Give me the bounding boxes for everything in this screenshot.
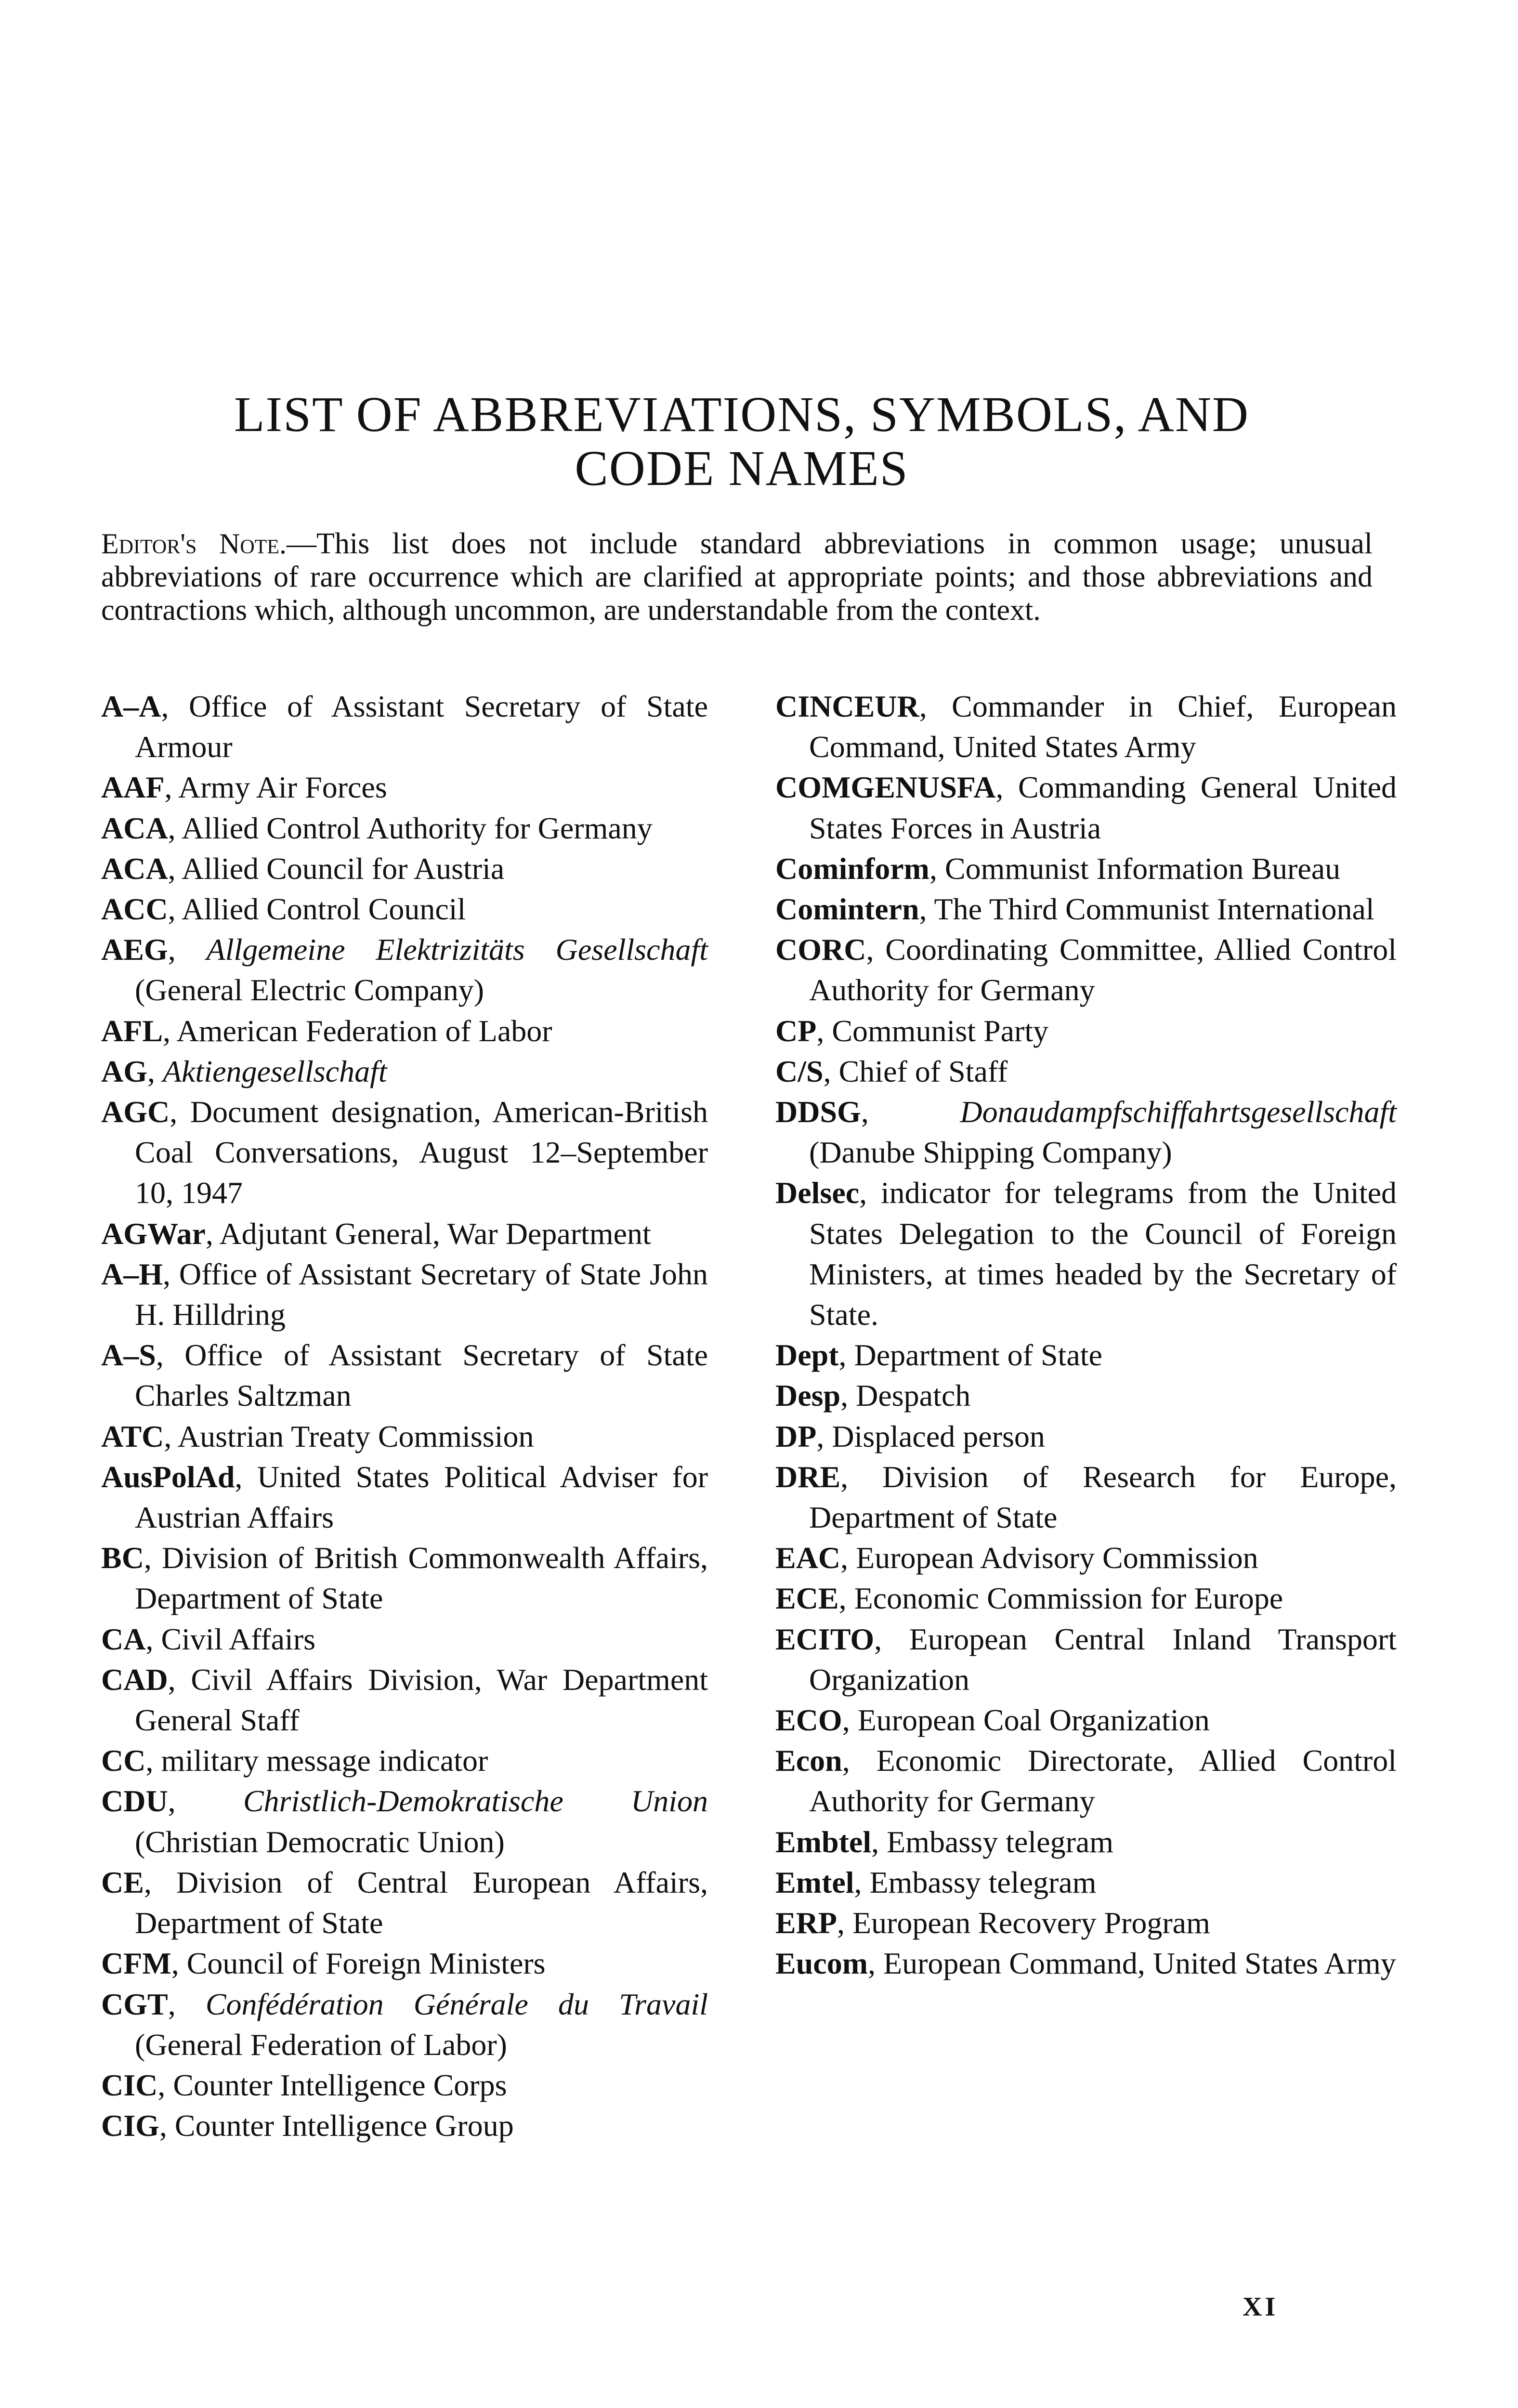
abbreviation-definition: Civil Affairs <box>161 1622 316 1656</box>
abbreviation-entry: ATC, Austrian Treaty Commission <box>101 1419 534 1453</box>
abbreviation-definition-foreign-term: Confédération Générale du Travail <box>205 1987 708 2021</box>
abbreviation-entry: AGWar, Adjutant General, War Department <box>101 1216 651 1251</box>
abbreviation-entry: ECITO, European Central Inland Transport Organization <box>775 1622 1397 1697</box>
abbreviation-definition: Document designation, American-British Coal Conversations, August 12–September 10, 1947 <box>135 1095 708 1210</box>
abbreviation-entry: CA, Civil Affairs <box>101 1622 316 1656</box>
abbreviation-definition: Adjutant General, War Department <box>219 1216 651 1251</box>
abbreviation-definition: Allied Council for Austria <box>182 851 505 886</box>
abbreviation-definition: Allied Control Council <box>182 892 466 927</box>
abbreviation-term: Dept <box>775 1338 839 1373</box>
abbreviation-entry: ECO, European Coal Organization <box>775 1703 1210 1738</box>
abbreviation-entry: ERP, European Recovery Program <box>775 1906 1210 1940</box>
abbreviation-term: DRE <box>775 1459 841 1494</box>
abbreviation-term: AG <box>101 1054 147 1088</box>
abbreviation-definition: Office of Assistant Secretary of State Charles Saltzman <box>135 1338 708 1413</box>
abbreviation-entry: COMGENUSFA, Commanding General United States Forces in Austria <box>775 770 1397 845</box>
abbreviation-definition: Council of Foreign Ministers <box>186 1946 546 1981</box>
abbreviation-term: CP <box>775 1013 817 1048</box>
title-line-1: LIST OF ABBREVIATIONS, SYMBOLS, AND <box>234 387 1249 442</box>
abbreviation-definition: Counter Intelligence Corps <box>173 2068 507 2102</box>
abbreviation-term: COMGENUSFA <box>775 770 996 805</box>
abbreviation-definition: European Central Inland Transport Organization <box>809 1622 1397 1697</box>
editors-note <box>101 527 1373 627</box>
abbreviation-definition: European Coal Organization <box>857 1703 1210 1738</box>
abbreviation-definition: Division of Central European Affairs, Department of State <box>135 1865 708 1940</box>
abbreviation-term: AEG <box>101 932 168 967</box>
abbreviation-list-right-column <box>775 686 1397 1984</box>
abbreviation-entry: Comintern, The Third Communist International <box>775 892 1374 927</box>
abbreviation-entry: CIC, Counter Intelligence Corps <box>101 2068 507 2102</box>
abbreviation-entry: DDSG, Donaudampfschiffahrtsgesellschaft (Danube Shipping Company) <box>775 1095 1397 1170</box>
abbreviation-term: CORC <box>775 932 866 967</box>
abbreviation-entry: BC, Division of British Commonwealth Affairs, Department of State <box>101 1541 708 1616</box>
abbreviation-definition: Army Air Forces <box>178 770 387 805</box>
abbreviation-entry: Emtel, Embassy telegram <box>775 1865 1097 1899</box>
abbreviation-term: BC <box>101 1541 144 1575</box>
abbreviation-entry: CC, military message indicator <box>101 1743 488 1778</box>
abbreviation-term: C/S <box>775 1054 824 1088</box>
abbreviation-entry: A–A, Office of Assistant Secretary of State Armour <box>101 689 708 764</box>
abbreviation-definition: Economic Directorate, Allied Control Authority for Germany <box>809 1743 1397 1819</box>
abbreviation-definition: American Federation of Labor <box>176 1013 552 1048</box>
abbreviation-definition: Economic Commission for Europe <box>854 1581 1283 1616</box>
abbreviation-entry: CAD, Civil Affairs Division, War Department General Staff <box>101 1662 708 1738</box>
page-title <box>125 388 1358 496</box>
abbreviation-entry: A–H, Office of Assistant Secretary of State John H. Hilldring <box>101 1256 708 1332</box>
abbreviation-definition: Embassy telegram <box>887 1824 1114 1859</box>
abbreviation-entry: CGT, Confédération Générale du Travail (General Federation of Labor) <box>101 1987 708 2062</box>
abbreviation-entry: AGC, Document designation, American-British Coal Conversations, August 12–September 10, 1947 <box>101 1095 708 1210</box>
abbreviation-entry: AG, Aktiengesellschaft <box>101 1054 387 1088</box>
abbreviation-definition: Counter Intelligence Group <box>174 2108 514 2143</box>
abbreviation-entry: Delsec, indicator for telegrams from the United States Delegation to the Council of Foreign Ministers, at times headed by the Secretary of State. <box>775 1176 1397 1332</box>
abbreviation-definition: European Command, United States Army <box>883 1946 1396 1981</box>
abbreviation-term: ECO <box>775 1703 842 1738</box>
abbreviation-entry: AAF, Army Air Forces <box>101 770 387 805</box>
abbreviation-entry: ACA, Allied Council for Austria <box>101 851 505 886</box>
abbreviation-entry: Cominform, Communist Information Bureau <box>775 851 1341 886</box>
abbreviation-term: Comintern <box>775 892 919 927</box>
abbreviation-definition-foreign-term: Allgemeine Elektrizitäts Gesellschaft <box>206 932 708 967</box>
abbreviation-term: Cominform <box>775 851 929 886</box>
abbreviation-entry: CINCEUR, Commander in Chief, European Command, United States Army <box>775 689 1397 764</box>
abbreviation-definition-foreign-term: Aktiengesellschaft <box>163 1054 387 1088</box>
abbreviation-definition: The Third Communist International <box>934 892 1374 927</box>
abbreviation-entry: AusPolAd, United States Political Adviser for Austrian Affairs <box>101 1459 708 1535</box>
abbreviation-entry: ACC, Allied Control Council <box>101 892 466 927</box>
title-line-2: CODE NAMES <box>575 441 909 496</box>
abbreviation-term: AAF <box>101 770 165 805</box>
abbreviation-definition: Commanding General United States Forces in Austria <box>809 770 1397 845</box>
abbreviation-term: Econ <box>775 1743 842 1778</box>
abbreviation-term: Embtel <box>775 1824 872 1859</box>
abbreviation-term: ECITO <box>775 1622 875 1656</box>
abbreviation-definition: Department of State <box>854 1338 1102 1373</box>
abbreviation-term: ECE <box>775 1581 839 1616</box>
abbreviation-entry: C/S, Chief of Staff <box>775 1054 1008 1088</box>
abbreviation-definition: Commander in Chief, European Command, United States Army <box>809 689 1397 764</box>
abbreviation-definition: Embassy telegram <box>869 1865 1097 1899</box>
abbreviation-entry: Embtel, Embassy telegram <box>775 1824 1114 1859</box>
abbreviation-definition-foreign-term: Christlich-Demokratische Union <box>243 1784 708 1819</box>
abbreviation-term: Emtel <box>775 1865 854 1899</box>
abbreviation-definition: Allied Control Authority for Germany <box>182 811 653 845</box>
abbreviation-entry: DRE, Division of Research for Europe, Department of State <box>775 1459 1397 1535</box>
abbreviation-term: CINCEUR <box>775 689 919 723</box>
abbreviation-term: CIG <box>101 2108 159 2143</box>
abbreviation-definition: indicator for telegrams from the United States Delegation to the Council of Foreign Ministers, at times headed by the Secretary of State. <box>809 1176 1397 1332</box>
abbreviation-definition: Austrian Treaty Commission <box>177 1419 534 1453</box>
abbreviation-term: DDSG <box>775 1095 861 1129</box>
abbreviation-term: Desp <box>775 1378 841 1413</box>
abbreviation-term: AGC <box>101 1095 170 1129</box>
abbreviation-definition <box>135 1784 708 1858</box>
abbreviation-definition <box>809 1095 1397 1169</box>
abbreviation-term: AFL <box>101 1013 163 1048</box>
abbreviation-definition <box>163 1054 387 1088</box>
abbreviation-term: ATC <box>101 1419 164 1453</box>
abbreviation-definition: Office of Assistant Secretary of State Armour <box>135 689 708 764</box>
abbreviation-term: A–A <box>101 689 161 723</box>
abbreviation-term: EAC <box>775 1541 841 1575</box>
abbreviation-entry: DP, Displaced person <box>775 1419 1045 1453</box>
abbreviation-term: ERP <box>775 1906 837 1940</box>
abbreviation-entry: CE, Division of Central European Affairs, Department of State <box>101 1865 708 1940</box>
abbreviation-entry: ACA, Allied Control Authority for Germany <box>101 811 653 845</box>
abbreviation-list-left-column <box>101 686 708 2146</box>
abbreviation-definition: European Recovery Program <box>852 1906 1210 1940</box>
abbreviation-term: CE <box>101 1865 144 1899</box>
abbreviation-term: CC <box>101 1743 146 1778</box>
abbreviation-definition: military message indicator <box>161 1743 488 1778</box>
abbreviation-term: A–S <box>101 1338 156 1373</box>
abbreviation-definition: Coordinating Committee, Allied Control Authority for Germany <box>809 932 1397 1008</box>
abbreviation-term: A–H <box>101 1256 163 1291</box>
abbreviation-definition <box>135 932 708 1007</box>
abbreviation-term: AGWar <box>101 1216 206 1251</box>
abbreviation-definition: Communist Information Bureau <box>944 851 1341 886</box>
editors-note-text: —This list does not include standard abbreviations in common usage; unusual abbreviations of rare occurrence which are clarified at appropriate points; and those abbreviations and contractions which, although uncommon, are understandable from the context. <box>101 527 1373 627</box>
abbreviation-entry: CIG, Counter Intelligence Group <box>101 2108 514 2143</box>
abbreviation-entry: CDU, Christlich-Demokratische Union (Christian Democratic Union) <box>101 1784 708 1859</box>
editors-note-label: Editor's Note. <box>101 528 287 560</box>
abbreviation-term: AusPolAd <box>101 1459 235 1494</box>
abbreviation-definition: Division of British Commonwealth Affairs, Department of State <box>135 1541 708 1616</box>
abbreviation-definition-translation: (Christian Democratic Union) <box>135 1824 505 1859</box>
abbreviation-definition: United States Political Adviser for Austrian Affairs <box>135 1459 708 1535</box>
abbreviation-term: DP <box>775 1419 817 1453</box>
abbreviation-definition-foreign-term: Donaudampfschiffahrtsgesellschaft <box>960 1095 1397 1129</box>
abbreviation-term: Eucom <box>775 1946 868 1981</box>
abbreviation-term: ACC <box>101 892 168 927</box>
abbreviation-definition: Despatch <box>856 1378 971 1413</box>
abbreviation-definition: Chief of Staff <box>838 1054 1008 1088</box>
abbreviation-entry: CORC, Coordinating Committee, Allied Control Authority for Germany <box>775 932 1397 1008</box>
abbreviation-definition-translation: (Danube Shipping Company) <box>809 1135 1172 1170</box>
abbreviation-definition: Civil Affairs Division, War Department General Staff <box>135 1662 708 1738</box>
abbreviation-term: Delsec <box>775 1176 860 1210</box>
abbreviation-term: CFM <box>101 1946 171 1981</box>
abbreviation-entry: AEG, Allgemeine Elektrizitäts Gesellschaft (General Electric Company) <box>101 932 708 1008</box>
abbreviation-term: CIC <box>101 2068 158 2102</box>
abbreviation-term: ACA <box>101 851 168 886</box>
abbreviation-term: CDU <box>101 1784 168 1819</box>
abbreviation-term: CAD <box>101 1662 168 1697</box>
page-number: XI <box>1243 2292 1279 2322</box>
abbreviation-definition: European Advisory Commission <box>856 1541 1258 1575</box>
abbreviation-definition-translation: (General Federation of Labor) <box>135 2027 507 2062</box>
abbreviation-term: CA <box>101 1622 146 1656</box>
abbreviation-entry: Dept, Department of State <box>775 1338 1102 1373</box>
abbreviation-term: ACA <box>101 811 168 845</box>
abbreviation-definition: Office of Assistant Secretary of State John H. Hilldring <box>135 1256 708 1332</box>
abbreviation-definition <box>135 1987 708 2062</box>
abbreviation-definition: Division of Research for Europe, Department of State <box>809 1459 1397 1535</box>
abbreviation-term: CGT <box>101 1987 168 2021</box>
abbreviation-entry: EAC, European Advisory Commission <box>775 1541 1258 1575</box>
abbreviation-entry: Eucom, European Command, United States Army <box>775 1946 1396 1981</box>
abbreviation-entry: A–S, Office of Assistant Secretary of State Charles Saltzman <box>101 1338 708 1413</box>
abbreviation-entry: Desp, Despatch <box>775 1378 971 1413</box>
abbreviation-entry: AFL, American Federation of Labor <box>101 1013 552 1048</box>
abbreviation-entry: CFM, Council of Foreign Ministers <box>101 1946 546 1981</box>
abbreviation-definition: Communist Party <box>832 1013 1049 1048</box>
abbreviation-entry: Econ, Economic Directorate, Allied Control Authority for Germany <box>775 1743 1397 1819</box>
abbreviation-definition: Displaced person <box>832 1419 1045 1453</box>
abbreviation-definition-translation: (General Electric Company) <box>135 973 484 1008</box>
abbreviation-entry: CP, Communist Party <box>775 1013 1049 1048</box>
abbreviation-entry: ECE, Economic Commission for Europe <box>775 1581 1283 1616</box>
